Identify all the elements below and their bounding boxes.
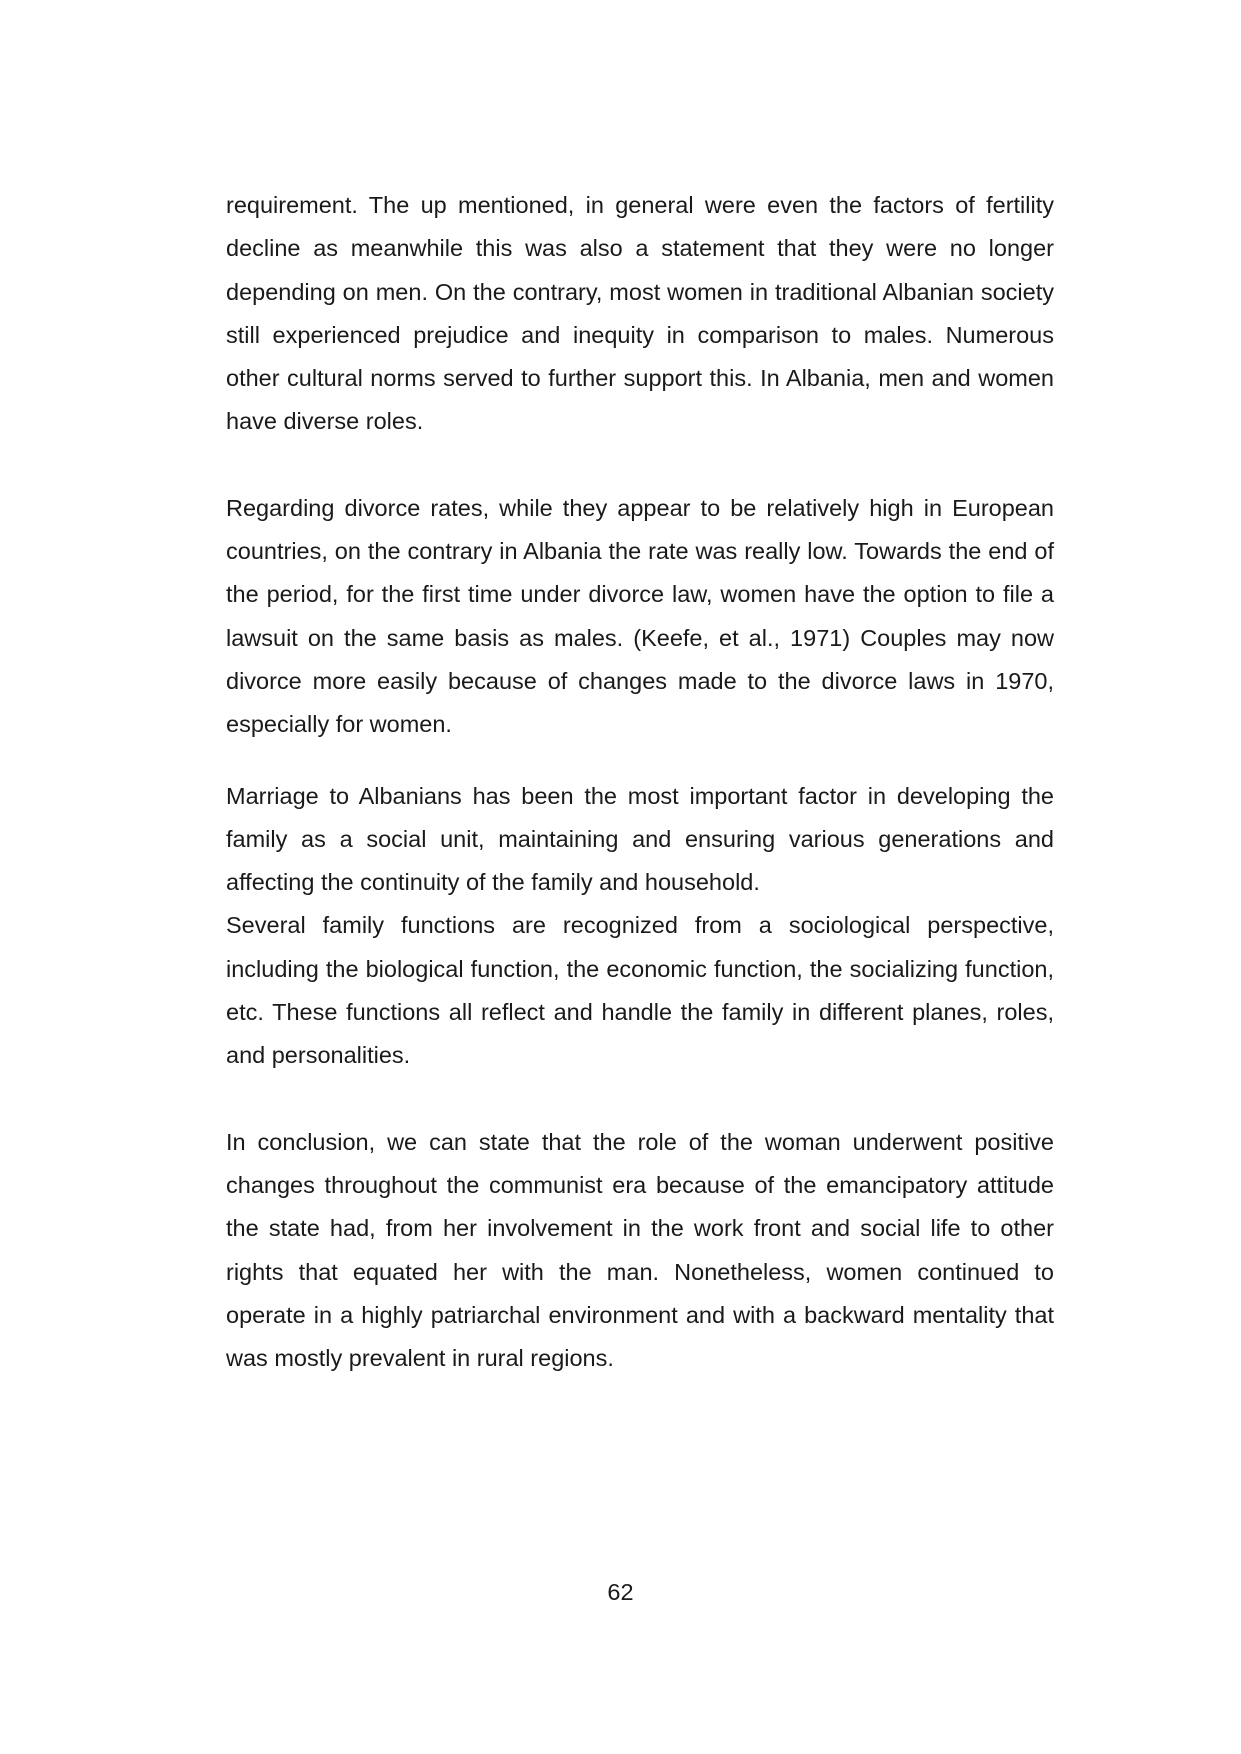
paragraph-family-functions: Several family functions are recognized from a sociological perspective, including the biological function, the economic function, the socializing function, etc. These functions all reflect and handle the family in different planes, roles, and personalities. (226, 912, 1054, 1069)
body-text (226, 184, 1054, 1380)
paragraph-marriage: Marriage to Albanians has been the most important factor in developing the family as a social unit, maintaining and ensuring various generations and affecting the continuity of the family and household. (226, 782, 1054, 896)
page-number: 62 (607, 1579, 634, 1605)
paragraph-conclusion: In conclusion, we can state that the role of the woman underwent positive changes throughout the communist era because of the emancipatory attitude the state had, from her involvement in the work front and social life to other rights that equated her with the man. Nonetheless, women continued to operate in a highly patriarchal environment and with a backward mentality that was mostly prevalent in rural regions. (226, 1128, 1054, 1372)
paragraph-divorce-rates: Regarding divorce rates, while they appear to be relatively high in European countries, on the contrary in Albania the rate was really low. Towards the end of the period, for the first time under divorce law, women have the option to file a lawsuit on the same basis as males. (Keefe, et al., 1971) Couples may now divorce more easily because of changes made to the divorce laws in 1970, especially for women. (226, 494, 1054, 738)
paragraph-fertility-decline: requirement. The up mentioned, in general were even the factors of fertility decline as meanwhile this was also a statement that they were no longer depending on men. On the contrary, most women in traditional Albanian society still experienced prejudice and inequity in comparison to males. Numerous other cultural norms served to further support this. In Albania, men and women have diverse roles. (226, 192, 1054, 435)
